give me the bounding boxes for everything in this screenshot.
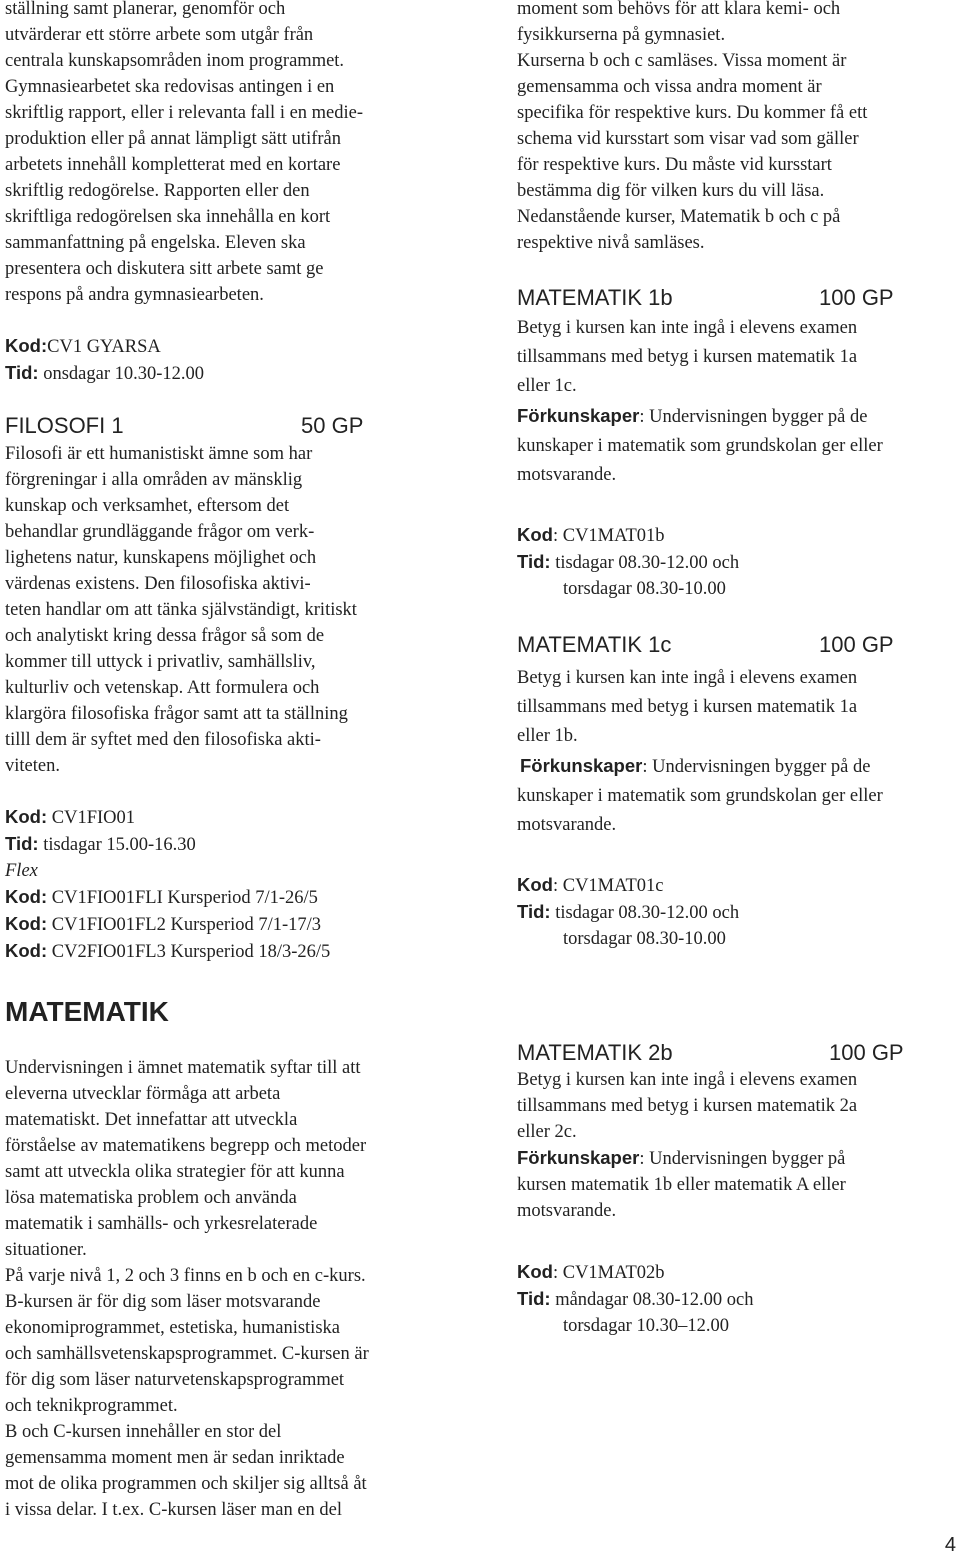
tid-value: onsdagar 10.30-12.00 xyxy=(43,364,205,384)
text-line: klargöra filosofiska frågor samt att ta ställning xyxy=(5,704,348,724)
kod-label: Kod xyxy=(517,874,553,895)
tid-value: tisdagar 08.30-12.00 och xyxy=(555,553,740,573)
text-line: kunskaper i matematik som grundskolan ger eller xyxy=(517,786,883,806)
text-line: viteten. xyxy=(5,756,60,776)
text-line: förståelse av matematikens begrepp och metoder xyxy=(5,1136,367,1156)
filosofi-info xyxy=(5,804,330,965)
kod-label: Kod: xyxy=(5,886,48,907)
text-line: eller 1c. xyxy=(517,376,577,396)
text-line: presentera och diskutera sitt arbete samt ge xyxy=(5,259,324,279)
text-line: Betyg i kursen kan inte ingå i elevens examen xyxy=(517,668,858,688)
text-line: samt att utveckla olika strategier för att kunna xyxy=(5,1162,345,1182)
tid-label: Tid: xyxy=(5,362,39,383)
text-line: Kurserna b och c samläses. Vissa moment är xyxy=(517,51,847,71)
text-line: motsvarande. xyxy=(517,815,617,835)
text-line: för dig som läser naturvetenskapsprogrammet xyxy=(5,1370,345,1390)
section-title: MATEMATIK xyxy=(5,996,169,1027)
kod-value: : CV1MAT01c xyxy=(552,876,664,896)
text-line: teten handlar om att tänka självständigt, kritiskt xyxy=(5,600,357,620)
text-line: i vissa delar. I t.ex. C-kursen läser man en del xyxy=(5,1500,343,1520)
text-line: och analytiskt kring dessa frågor så som de xyxy=(5,626,325,646)
kod-value: CV1 GYARSA xyxy=(47,337,161,357)
text-line: bestämma dig för vilken kurs du vill läsa. xyxy=(517,181,825,201)
text-line: moment som behövs för att klara kemi- och xyxy=(517,0,841,19)
course-description-mat2b xyxy=(517,1067,857,1224)
text-line: och samhällsvetenskapsprogrammet. C-kursen är xyxy=(5,1344,369,1364)
tid-value: tisdagar 08.30-12.00 och xyxy=(555,903,740,923)
text-line: tillsammans med betyg i kursen matematik 1a xyxy=(517,347,858,367)
course-description-mat1c xyxy=(517,664,883,840)
kod-value: : CV1MAT01b xyxy=(552,526,665,546)
text-line: kunskap och verksamhet, eftersom det xyxy=(5,496,290,516)
text-line: gemensamma moment men är sedan inriktade xyxy=(5,1448,345,1468)
text-line: gemensamma och vissa andra moment är xyxy=(517,77,822,97)
course-points: 100 GP xyxy=(829,1040,904,1065)
kod-label: Kod xyxy=(517,1261,553,1282)
flex-label: Flex xyxy=(5,861,38,881)
text-line: specifika för respektive kurs. Du kommer få ett xyxy=(517,103,868,123)
prereq-label: Förkunskaper xyxy=(517,1147,640,1168)
text-line: respons på andra gymnasiearbeten. xyxy=(5,285,264,305)
kod-label: Kod: xyxy=(5,806,48,827)
course-points: 50 GP xyxy=(301,413,364,438)
tid-value: tisdagar 15.00-16.30 xyxy=(43,835,196,855)
kod-label: Kod xyxy=(517,524,553,545)
text-line: produktion eller på annat lämpligt sätt utifrån xyxy=(5,129,341,149)
text-line: eller 2c. xyxy=(517,1122,577,1142)
text-line: : Undervisningen bygger på de xyxy=(642,757,871,777)
text-line: tillsammans med betyg i kursen matematik 1a xyxy=(517,697,858,717)
kod-label: Kod: xyxy=(5,335,48,356)
tid-label: Tid: xyxy=(517,551,551,572)
text-line: tilll dem är syftet med den filosofiska akti- xyxy=(5,730,321,750)
text-line: ekonomiprogrammet, estetiska, humanistiska xyxy=(5,1318,340,1338)
text-line: kommer till uttyck i privatliv, samhällsliv, xyxy=(5,652,316,672)
text-line: kursen matematik 1b eller matematik A eller xyxy=(517,1175,846,1195)
course-heading-mat2b xyxy=(517,1039,957,1067)
text-line: arbetets innehåll kompletterat med en kortare xyxy=(5,155,341,175)
tid-label: Tid: xyxy=(5,833,39,854)
tid-value: måndagar 08.30-12.00 och xyxy=(555,1290,754,1310)
kod-label: Kod: xyxy=(5,913,48,934)
text-line: eller 1b. xyxy=(517,726,578,746)
text-line: tillsammans med betyg i kursen matematik 2a xyxy=(517,1096,858,1116)
text-line: På varje nivå 1, 2 och 3 finns en b och en c-kurs. xyxy=(5,1266,366,1286)
course-heading-mat1b xyxy=(517,284,957,312)
text-line: lösa matematiska problem och använda xyxy=(5,1188,297,1208)
filosofi-description xyxy=(5,441,357,779)
text-line: Betyg i kursen kan inte ingå i elevens examen xyxy=(517,1070,858,1090)
prereq-label: Förkunskaper xyxy=(520,755,643,776)
text-line: och teknikprogrammet. xyxy=(5,1396,178,1416)
text-line: matematik i samhälls- och yrkesrelaterade xyxy=(5,1214,318,1234)
text-line: schema vid kursstart som visar vad som gäller xyxy=(517,129,859,149)
kod-label: Kod: xyxy=(5,940,48,961)
tid-label: Tid: xyxy=(517,1288,551,1309)
text-line: skriftlig rapport, eller i relevanta fall i en medie- xyxy=(5,103,364,123)
course-info-mat1b xyxy=(517,522,739,602)
matematik-intro-continued xyxy=(517,0,867,256)
text-line: motsvarande. xyxy=(517,465,617,485)
course-points: 100 GP xyxy=(819,285,894,310)
course-description-mat1b xyxy=(517,314,883,490)
kod-value: : CV1MAT02b xyxy=(552,1263,665,1283)
matematik-description xyxy=(5,1055,369,1523)
course-info-mat2b xyxy=(517,1259,754,1339)
text-line: förgreningar i alla områden av mänsklig xyxy=(5,470,303,490)
text-line: utvärderar ett större arbete som utgår från xyxy=(5,25,314,45)
course-title: MATEMATIK 1c xyxy=(517,632,672,657)
text-line: centrala kunskapsområden inom programmet. xyxy=(5,51,345,71)
text-line: skriftlig redogörelse. Rapporten eller den xyxy=(5,181,310,201)
text-line: B-kursen är för dig som läser motsvarande xyxy=(5,1292,321,1312)
text-line: fysikkurserna på gymnasiet. xyxy=(517,25,726,45)
text-line: situationer. xyxy=(5,1240,87,1260)
flex-code: CV1FIO01FL2 Kursperiod 7/1-17/3 xyxy=(51,915,322,935)
text-line: Gymnasiearbetet ska redovisas antingen i en xyxy=(5,77,335,97)
text-line: motsvarande. xyxy=(517,1201,617,1221)
flex-code: CV1FIO01FLI Kursperiod 7/1-26/5 xyxy=(51,888,318,908)
text-line: : Undervisningen bygger på de xyxy=(639,407,868,427)
gyarsa-description xyxy=(5,0,363,308)
course-info-mat1c xyxy=(517,872,739,952)
text-line: Nedanstående kurser, Matematik b och c på xyxy=(517,207,841,227)
text-line: Betyg i kursen kan inte ingå i elevens examen xyxy=(517,318,858,338)
text-line: respektive nivå samläses. xyxy=(517,233,705,253)
text-line: ställning samt planerar, genomför och xyxy=(5,0,286,19)
text-line: för respektive kurs. Du måste vid kursstart xyxy=(517,155,832,175)
text-line: kunskaper i matematik som grundskolan ger eller xyxy=(517,436,883,456)
text-line: skriftliga redogörelsen ska innehålla en kort xyxy=(5,207,331,227)
text-line: kulturliv och vetenskap. Att formulera och xyxy=(5,678,320,698)
text-line: Filosofi är ett humanistiskt ämne som har xyxy=(5,444,313,464)
flex-code: CV2FIO01FL3 Kursperiod 18/3-26/5 xyxy=(51,942,331,962)
course-title: FILOSOFI 1 xyxy=(5,413,124,438)
tid-value: torsdagar 08.30-10.00 xyxy=(563,579,726,599)
filosofi-heading xyxy=(5,412,455,440)
text-line: eleverna utvecklar förmåga att arbeta xyxy=(5,1084,281,1104)
course-title: MATEMATIK 2b xyxy=(517,1040,673,1065)
tid-value: torsdagar 10.30–12.00 xyxy=(563,1316,729,1336)
tid-value: torsdagar 08.30-10.00 xyxy=(563,929,726,949)
kod-value: CV1FIO01 xyxy=(51,808,136,828)
text-line: behandlar grundläggande frågor om verk- xyxy=(5,522,315,542)
course-points: 100 GP xyxy=(819,632,894,657)
course-heading-mat1c xyxy=(517,631,957,659)
gyarsa-info xyxy=(5,333,204,387)
page-number: 4 xyxy=(944,1534,956,1556)
text-line: : Undervisningen bygger på xyxy=(639,1149,846,1169)
text-line: B och C-kursen innehåller en stor del xyxy=(5,1422,282,1442)
text-line: sammanfattning på engelska. Eleven ska xyxy=(5,233,306,253)
course-title: MATEMATIK 1b xyxy=(517,285,673,310)
text-line: lighetens natur, kunskapens möjlighet och xyxy=(5,548,317,568)
tid-label: Tid: xyxy=(517,901,551,922)
text-line: Undervisningen i ämnet matematik syftar till att xyxy=(5,1058,361,1078)
text-line: mot de olika programmen och skiljer sig alltså åt xyxy=(5,1474,367,1494)
text-line: värdenas existens. Den filosofiska aktivi- xyxy=(5,574,311,594)
prereq-label: Förkunskaper xyxy=(517,405,640,426)
text-line: matematiskt. Det innefattar att utveckla xyxy=(5,1110,298,1130)
